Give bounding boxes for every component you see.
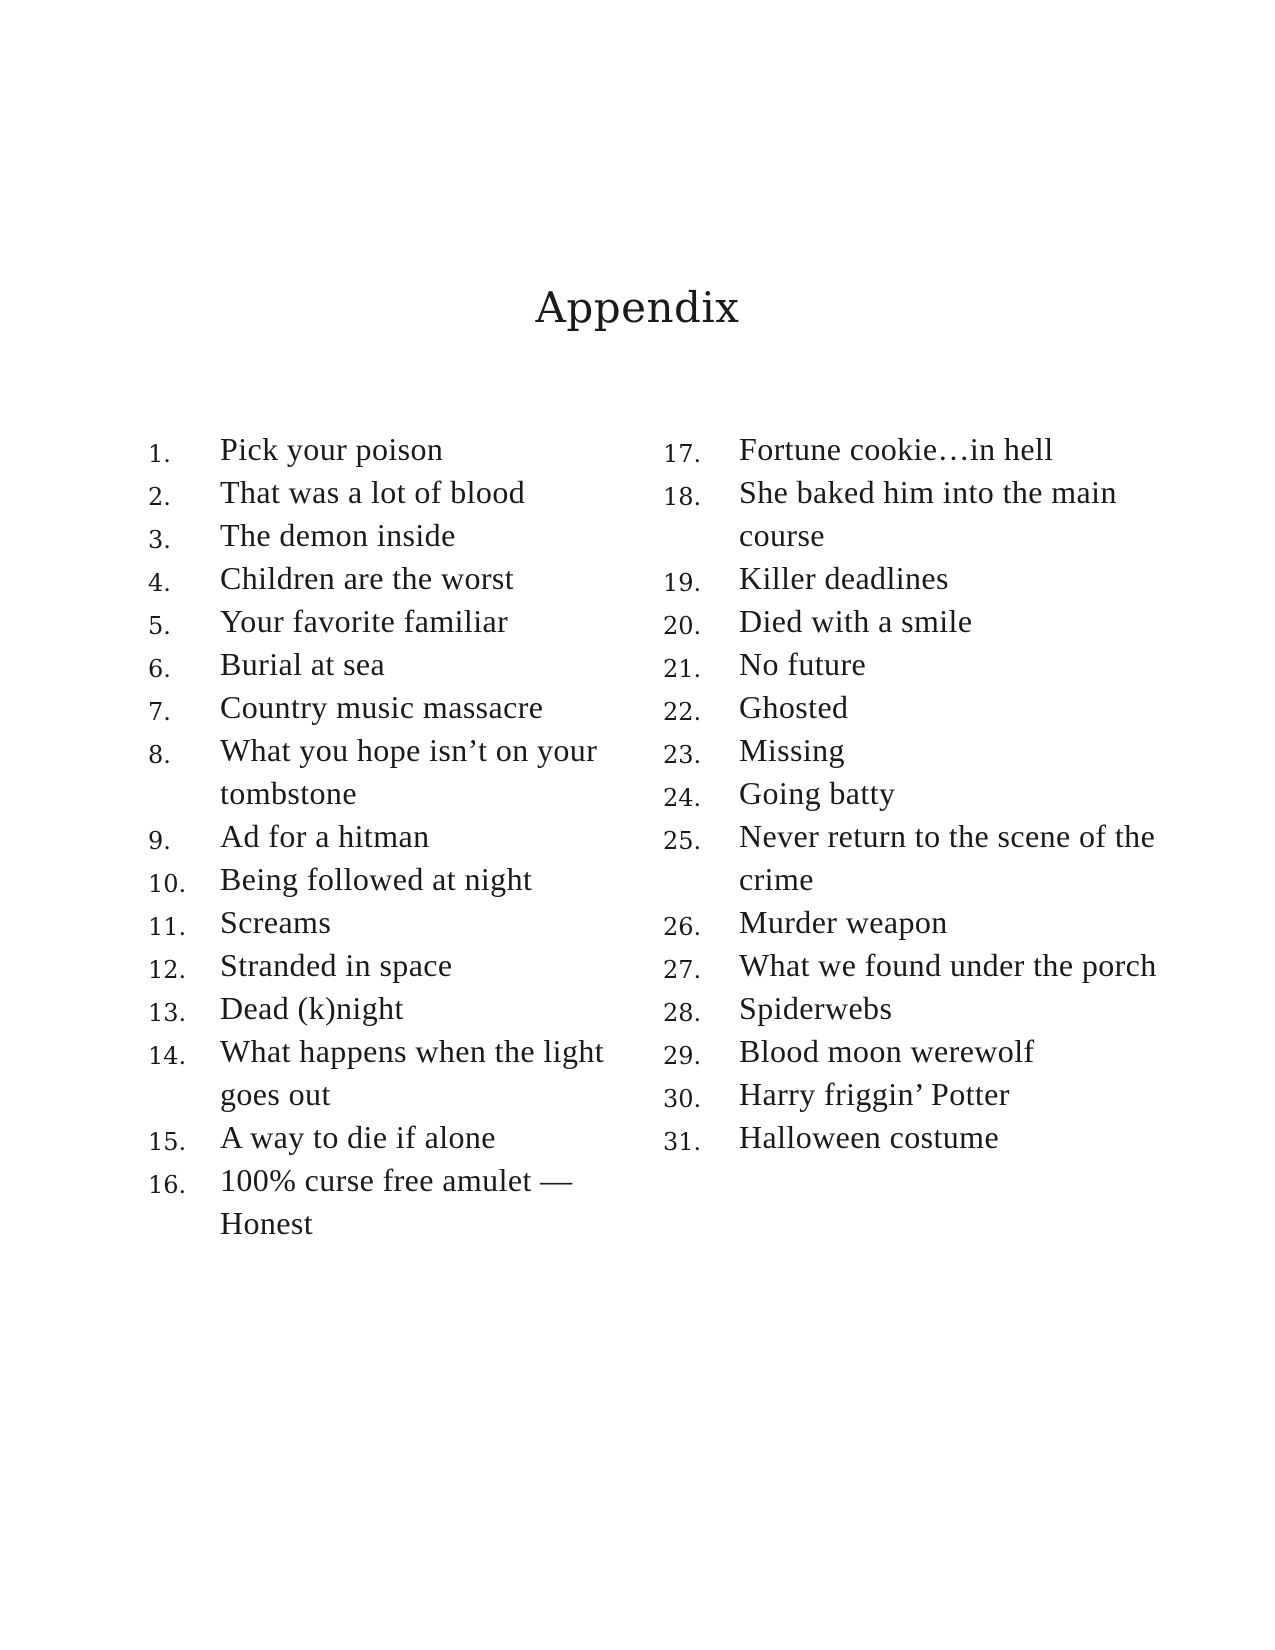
item-text: Children are the worst xyxy=(220,560,515,596)
item-text: Murder weapon xyxy=(739,904,948,940)
list-item xyxy=(148,643,628,686)
prompt-list-right xyxy=(663,428,1203,1159)
item-number: 8. xyxy=(148,741,171,769)
item-text: Country music massacre xyxy=(220,689,544,725)
list-item xyxy=(663,557,1203,600)
list-item xyxy=(148,428,628,471)
list-item xyxy=(663,901,1203,944)
list-item xyxy=(148,901,628,944)
item-number: 10. xyxy=(148,870,187,898)
item-text: Being followed at night xyxy=(220,861,533,897)
item-number: 11. xyxy=(148,913,187,941)
item-number: 9. xyxy=(148,827,171,855)
item-text: Died with a smile xyxy=(739,603,973,639)
list-item xyxy=(663,643,1203,686)
item-text: Spiderwebs xyxy=(739,990,893,1026)
item-number: 5. xyxy=(148,612,171,640)
item-number: 17. xyxy=(663,440,702,468)
list-item xyxy=(663,815,1203,901)
list-item xyxy=(663,686,1203,729)
item-text: She baked him into the main course xyxy=(739,474,1117,553)
item-text: Blood moon werewolf xyxy=(739,1033,1035,1069)
item-text: Stranded in space xyxy=(220,947,453,983)
item-text: Burial at sea xyxy=(220,646,386,682)
list-item xyxy=(663,1030,1203,1073)
list-item xyxy=(148,514,628,557)
item-text: That was a lot of blood xyxy=(220,474,526,510)
item-number: 28. xyxy=(663,999,702,1027)
list-item xyxy=(148,944,628,987)
item-number: 2. xyxy=(148,483,171,511)
list-item xyxy=(148,557,628,600)
item-number: 1. xyxy=(148,440,171,468)
item-number: 29. xyxy=(663,1042,702,1070)
item-number: 14. xyxy=(148,1042,187,1070)
list-item xyxy=(148,729,628,815)
item-text: What you hope isn’t on your tombstone xyxy=(220,732,598,811)
list-item xyxy=(663,944,1203,987)
item-number: 21. xyxy=(663,655,702,683)
item-text: Never return to the scene of the crime xyxy=(739,818,1156,897)
item-text: 100% curse free amulet — Honest xyxy=(220,1162,573,1241)
item-number: 19. xyxy=(663,569,702,597)
item-number: 18. xyxy=(663,483,702,511)
list-item xyxy=(148,858,628,901)
list-item xyxy=(663,729,1203,772)
item-text: Screams xyxy=(220,904,332,940)
list-item xyxy=(663,471,1203,557)
list-item xyxy=(663,428,1203,471)
item-text: Killer deadlines xyxy=(739,560,949,596)
list-item xyxy=(148,1159,628,1245)
item-number: 3. xyxy=(148,526,171,554)
item-number: 22. xyxy=(663,698,702,726)
item-number: 4. xyxy=(148,569,171,597)
list-item xyxy=(663,600,1203,643)
item-text: No future xyxy=(739,646,867,682)
item-number: 15. xyxy=(148,1128,187,1156)
item-number: 7. xyxy=(148,698,171,726)
list-item xyxy=(148,600,628,643)
list-item xyxy=(148,1116,628,1159)
item-number: 13. xyxy=(148,999,187,1027)
page-title: Appendix xyxy=(535,283,740,332)
list-item xyxy=(663,772,1203,815)
item-number: 27. xyxy=(663,956,702,984)
list-item xyxy=(148,1030,628,1116)
list-item xyxy=(663,1116,1203,1159)
item-number: 6. xyxy=(148,655,171,683)
item-text: Ad for a hitman xyxy=(220,818,430,854)
item-text: Halloween costume xyxy=(739,1119,1000,1155)
item-number: 25. xyxy=(663,827,702,855)
item-number: 20. xyxy=(663,612,702,640)
item-text: Ghosted xyxy=(739,689,849,725)
item-text: A way to die if alone xyxy=(220,1119,496,1155)
prompt-list-left xyxy=(148,428,628,1245)
item-number: 24. xyxy=(663,784,702,812)
list-item xyxy=(148,815,628,858)
item-text: The demon inside xyxy=(220,517,456,553)
item-text: Pick your poison xyxy=(220,431,444,467)
item-text: Dead (k)night xyxy=(220,990,404,1026)
list-item xyxy=(663,987,1203,1030)
item-number: 16. xyxy=(148,1171,187,1199)
list-item xyxy=(148,987,628,1030)
item-text: Fortune cookie…in hell xyxy=(739,431,1054,467)
item-text: What we found under the porch xyxy=(739,947,1157,983)
item-text: Going batty xyxy=(739,775,896,811)
item-number: 26. xyxy=(663,913,702,941)
item-text: Missing xyxy=(739,732,845,768)
list-item xyxy=(663,1073,1203,1116)
item-text: Your favorite familiar xyxy=(220,603,509,639)
item-number: 23. xyxy=(663,741,702,769)
list-item xyxy=(148,471,628,514)
item-number: 12. xyxy=(148,956,187,984)
item-text: What happens when the light goes out xyxy=(220,1033,605,1112)
item-number: 30. xyxy=(663,1085,702,1113)
list-item xyxy=(148,686,628,729)
item-number: 31. xyxy=(663,1128,702,1156)
item-text: Harry friggin’ Potter xyxy=(739,1076,1010,1112)
